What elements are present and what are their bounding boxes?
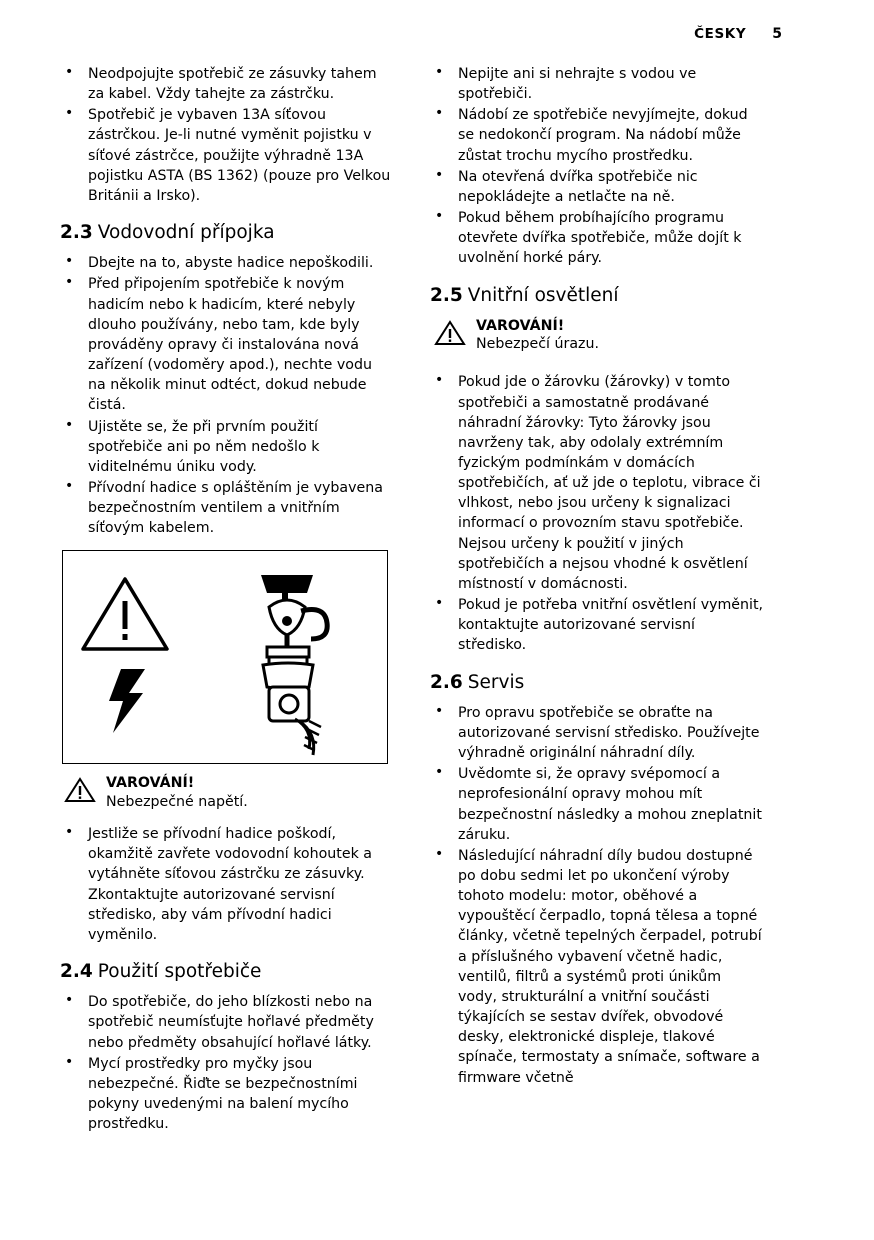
list-item: • Mycí prostředky pro myčky jsou nebezpečné. Řiďte se bezpečnostními pokyny uvedenými na balení mycího prostředku. bbox=[60, 1054, 394, 1135]
warning-injury bbox=[434, 317, 764, 355]
section-number: 2.4 bbox=[60, 961, 93, 983]
warning-title: VAROVÁNÍ! bbox=[106, 775, 195, 792]
warning-body: Nebezpečí úrazu. bbox=[476, 336, 599, 353]
language-label: ČESKY bbox=[694, 26, 747, 42]
right-top-bullets bbox=[430, 64, 764, 269]
hose-safety-valve-diagram bbox=[62, 550, 388, 764]
list-item: • Do spotřebiče, do jeho blízkosti nebo na spotřebič neumísťujte hořlavé předměty nebo předměty obsahující hořlavé látky. bbox=[60, 992, 394, 1052]
list-item: • Před připojením spotřebiče k novým hadicím nebo k hadicím, které nebyly dlouho používány, nebo tam, kde byly prováděny opravy či instalována nová zařízení (vodoměry apod.), nechte vodu na několik minut odtéct, dokud nebude čistá. bbox=[60, 274, 394, 415]
section-heading-2-3 bbox=[60, 222, 394, 244]
section-number: 2.5 bbox=[430, 284, 463, 306]
list-item: • Na otevřená dvířka spotřebiče nic nepokládejte a netlačte na ně. bbox=[430, 167, 764, 207]
high-voltage-icon bbox=[109, 669, 145, 733]
warning-triangle-icon bbox=[83, 579, 167, 649]
warning-title: VAROVÁNÍ! bbox=[476, 317, 565, 334]
safety-valve-icon bbox=[263, 647, 321, 755]
page-header bbox=[60, 26, 814, 42]
section-heading-2-4 bbox=[60, 961, 394, 983]
section-heading-2-5 bbox=[430, 285, 764, 307]
list-item: • Dbejte na to, abyste hadice nepoškodili. bbox=[60, 253, 394, 273]
list-item: • Uvědomte si, že opravy svépomocí a neprofesionální opravy mohou mít bezpečnostní následky a mohou zneplatnit záruku. bbox=[430, 764, 764, 845]
list-item: • Pro opravu spotřebiče se obraťte na autorizované servisní středisko. Používejte výhradně originální náhradní díly. bbox=[430, 703, 764, 763]
section-title: Vnitřní osvětlení bbox=[467, 284, 619, 306]
warning-body: Nebezpečné napětí. bbox=[106, 793, 248, 810]
list-item: • Jestliže se přívodní hadice poškodí, okamžitě zavřete vodovodní kohoutek a vytáhněte síťovou zástrčku ze zásuvky. Zkontaktujte autorizované servisní středisko, aby vám přívodní hadici vyměnilo. bbox=[60, 824, 394, 945]
section-title: Servis bbox=[467, 671, 525, 693]
left-top-bullets bbox=[60, 64, 394, 206]
list-item: • Přívodní hadice s opláštěním je vybavena bezpečnostním ventilem a vnitřním síťovým kabelem. bbox=[60, 478, 394, 538]
two-column-body bbox=[60, 64, 814, 1135]
page-number: 5 bbox=[772, 26, 782, 42]
right-column bbox=[430, 64, 764, 1089]
section-2-4-bullets bbox=[60, 992, 394, 1134]
section-heading-2-6 bbox=[430, 672, 764, 694]
section-2-5-bullets bbox=[430, 372, 764, 655]
section-2-6-bullets bbox=[430, 703, 764, 1088]
list-item: • Nádobí ze spotřebiče nevyjímejte, dokud se nedokončí program. Na nádobí může zůstat trochu mycího prostředku. bbox=[430, 105, 764, 165]
list-item: • Nepijte ani si nehrajte s vodou ve spotřebiči. bbox=[430, 64, 764, 104]
section-2-3-bullets bbox=[60, 253, 394, 538]
list-item: • Pokud během probíhajícího programu otevřete dvířka spotřebiče, může dojít k uvolnění horké páry. bbox=[430, 208, 764, 268]
section-title: Použití spotřebiče bbox=[97, 961, 262, 983]
list-item: • Pokud je potřeba vnitřní osvětlení vyměnit, kontaktujte autorizované servisní středisko. bbox=[430, 595, 764, 655]
list-item: • Spotřebič je vybaven 13A síťovou zástrčkou. Je-li nutné vyměnit pojistku v síťové zástrčce, použijte výhradně 13A pojistku ASTA (BS 1362) (pouze pro Velkou Británii a Irsko). bbox=[60, 105, 394, 206]
water-hose-icon bbox=[261, 575, 327, 647]
list-item: • Pokud jde o žárovku (žárovky) v tomto spotřebiči a samostatně prodávané náhradní žárovky: Tyto žárovky jsou navrženy tak, aby odolaly extrémním fyzickým podmínkám v domácích spotřebičích, ať už jde o teplotu, vibrace či vlhkost, nebo jsou určeny k signalizaci informací o provozním stavu spotřebiče. Nejsou určeny k použití v jiných spotřebičích a nejsou vhodné k osvětlení místností v domácnosti. bbox=[430, 372, 764, 594]
left-column bbox=[60, 64, 394, 1135]
warning-voltage bbox=[64, 774, 394, 812]
list-item: • Ujistěte se, že při prvním použití spotřebiče ani po něm nedošlo k viditelnému úniku vody. bbox=[60, 417, 394, 477]
section-number: 2.6 bbox=[430, 671, 463, 693]
list-item: • Následující náhradní díly budou dostupné po dobu sedmi let po ukončení výroby tohoto modelu: motor, oběhové a vypouštěcí čerpadlo, topná tělesa a topné články, včetně tepelných čerpadel, potrubí a příslušného vybavení včetně hadic, ventilů, filtrů a systémů proti únikům vody, strukturální a vnitřní součásti týkajících se sestav dvířek, obvodové desky, elektronické displeje, tlakové spínače, termostaty a snímače, software a firmware včetně bbox=[430, 846, 764, 1088]
section-title: Vodovodní přípojka bbox=[97, 222, 275, 244]
warning-triangle-icon bbox=[64, 776, 96, 808]
section-number: 2.3 bbox=[60, 222, 93, 244]
list-item: • Neodpojujte spotřebič ze zásuvky tahem za kabel. Vždy tahejte za zástrčku. bbox=[60, 64, 394, 104]
section-2-3-after-warning-bullets bbox=[60, 824, 394, 945]
warning-triangle-icon bbox=[434, 319, 466, 351]
